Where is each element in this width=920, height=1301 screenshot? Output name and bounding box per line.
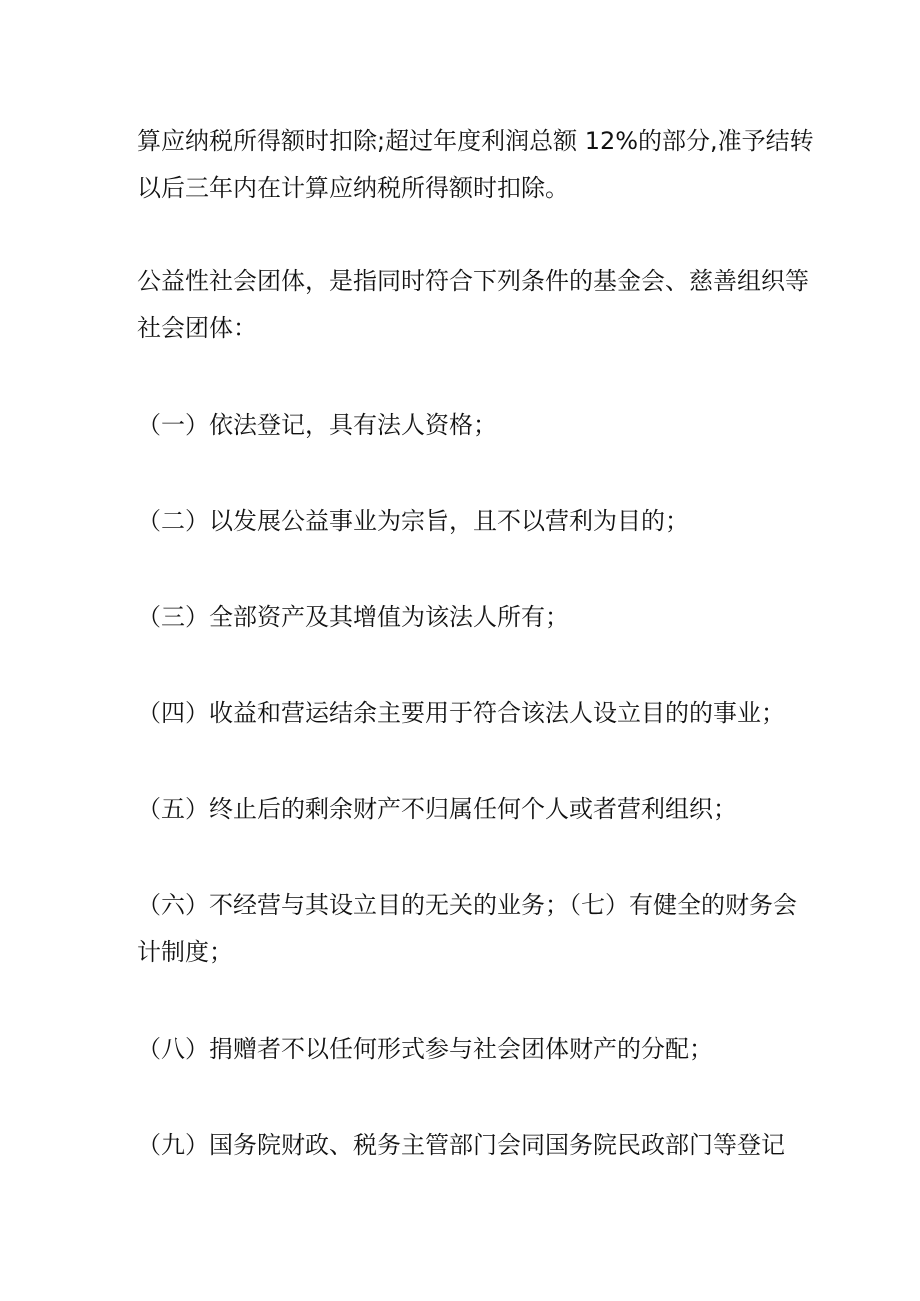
list-item-3 (137, 594, 792, 641)
text-line: （三）全部资产及其增值为该法人所有； (137, 603, 569, 631)
text-line: （四）收益和营运结余主要用于符合该法人设立目的的事业； (137, 699, 785, 727)
list-item-6-7 (137, 882, 797, 976)
text-line: （六）不经营与其设立目的无关的业务；（七）有健全的财务会 (137, 891, 797, 919)
text-line: 算应纳税所得额时扣除;超过年度利润总额 12%的部分,准予结转 (137, 127, 814, 155)
text-line: 计制度； (137, 938, 233, 966)
paragraph-definition (137, 258, 809, 352)
text-line: （九）国务院财政、税务主管部门会同国务院民政部门等登记 (137, 1131, 785, 1159)
text-line: （八）捐赠者不以任何形式参与社会团体财产的分配； (137, 1035, 713, 1063)
list-item-9 (137, 1122, 792, 1169)
list-item-4 (137, 690, 792, 737)
list-item-5 (137, 786, 792, 833)
text-line: 社会团体： (137, 314, 257, 342)
text-line: （二）以发展公益事业为宗旨，且不以营利为目的； (137, 507, 689, 535)
list-item-2 (137, 498, 792, 545)
text-line: （一）依法登记，具有法人资格； (137, 411, 497, 439)
paragraph-deduction-carryover (137, 118, 814, 212)
list-item-1 (137, 402, 792, 449)
text-line: 以后三年内在计算应纳税所得额时扣除。 (137, 174, 569, 202)
text-line: （五）终止后的剩余财产不归属任何个人或者营利组织； (137, 795, 737, 823)
text-line: 公益性社会团体，是指同时符合下列条件的基金会、慈善组织等 (137, 267, 809, 295)
list-item-8 (137, 1026, 792, 1073)
